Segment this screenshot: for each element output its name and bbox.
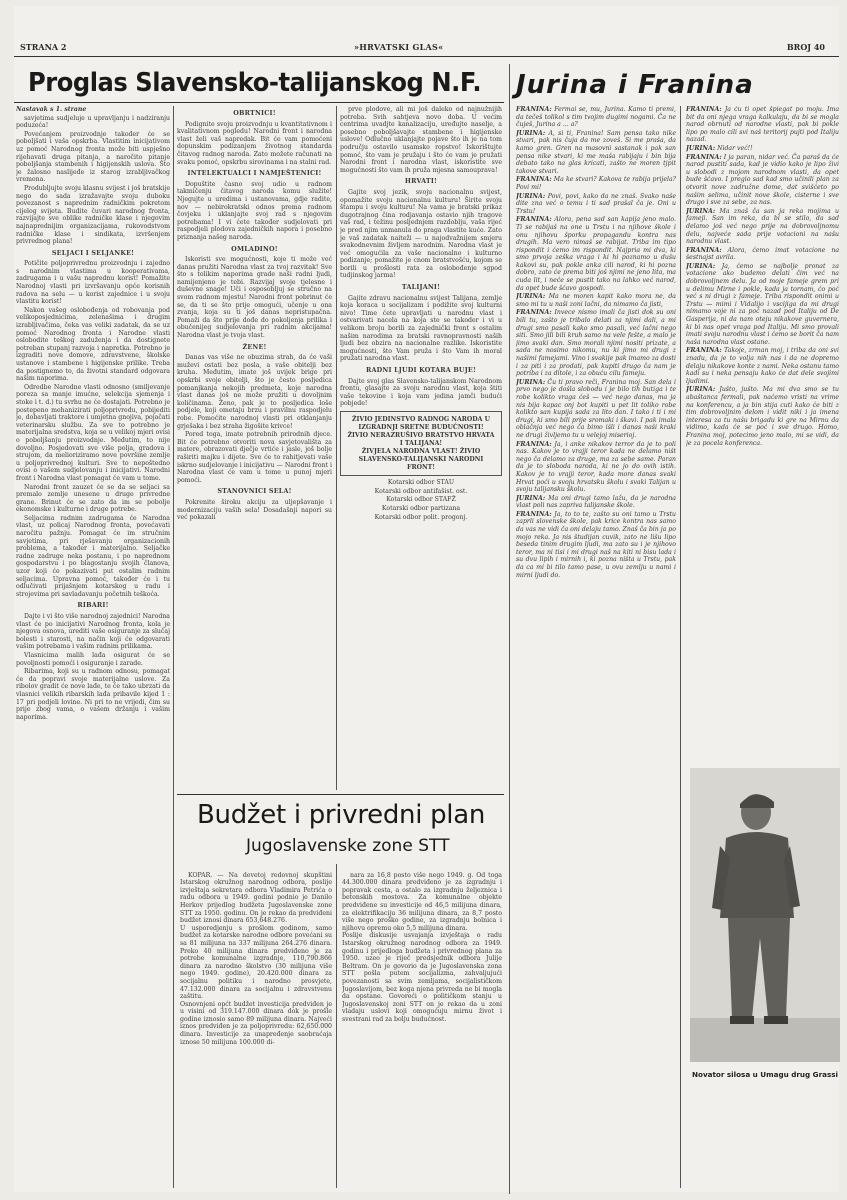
page-number: STRANA 2	[20, 42, 67, 52]
budget-subheadline: Jugoslavenske zone STT	[246, 836, 450, 856]
dialogue-text: Jušto, jušto. Ma mi dva smo se tu abaštanca fermali, pak naćemo vristi na vrime na konferencu, a ja bin stija cuti kako će biti z tim dobrovoljnim delom i vidit niki i ja imena interesa za tu našu brigadu ki gre na Mirnu da vidimo, kada će se poć i sve drugo. Homo, Franina moj, potecimo jeno malo, mi se vidi, da je za pocela konferenca.	[686, 386, 839, 447]
section-heading: RIBARI!	[77, 601, 109, 610]
dialogue-line	[516, 495, 676, 510]
man-portrait-icon	[690, 768, 840, 1062]
dialogue-text: Alora, ćemo imat votacione na šestnajst avrila.	[686, 246, 839, 262]
signer: Kotarski odbor antifašist. ost.	[374, 487, 468, 495]
paragraph: KOPAR. — Na devetoj redovnoj skupštini Istarskog okružnog narodnog odbora, poslije izvještaja sekretara odbora Vladimira Petrića o radu odbora u 1949. godini podnio je Danilo Herkov prijedlog budžeta Jugoslavenske zone STT za 1950. godinu. On je rekao da predviđeni budžet iznosi dinara 653,648.276. U usporedjenju s prošlom godinom, samo budžet za kotarske narodne odbore povećani su sa 81 milijuna na 337 milijuna 264.276 dinara. Preko 40 milijuna dinara predviđeno je za potrebe komunalne izgradnje, 110,790.866 dinara za narodno školstvo (30 milijuna više nego 1949. godine), 20.420.000 dinara za socijalnu politiku i narodno prosvjete, 47.132.000 dinara za socijalnu i zdravstvenu zaštitu. Osnovnjeni općt budžet investicija predviđen je u visini od 319.147.000 dinara dok je prošle godine iznosio samo 89 milijuna dinara. Najveći iznos predviđen je za poljoprivredu: 62,650.000 dinara. Investicije za unapređenje saobraćaja iznose 50 milijuna 100.000 di-	[180, 871, 332, 1046]
dialogue-text: Ja ću ti opet špiegat po moju. Ima bit da oni njega vraga kalkulaju, da bi se mogla narod obrnuti od narodne vlasti, pak bi pokle lipo po malo cili svi naš teritorij pujti pod Italiju nazad.	[686, 106, 839, 144]
paragraph: Pokrenite široku akciju za uljepšavanje i modernizaciju vaših sela! Dosadašnji napori su već pokazali	[177, 498, 332, 522]
dialogue-column-1	[516, 106, 676, 1188]
section-heading: OBRTNICI!	[233, 109, 276, 117]
column-divider	[173, 106, 174, 1188]
speaker-name: JURINA:	[516, 293, 546, 301]
section-heading: TALIJANI!	[401, 283, 441, 292]
paragraph: Dajte svoj glas Slavensko-talijanskom Narodnom frontu, glasajte za svoju narodnu vlast, koja štiti vaše tekovine i koja vam jedina jamči budući pobjede!	[340, 377, 502, 408]
issue-number: BROJ 40	[786, 42, 825, 52]
slogan: ŽIVJELA NARODNA VLAST! ŽIVIO SLAVENSKO-TALIJANSKI NARODNI FRONT!	[358, 448, 484, 471]
dialogue-text: Fermai se, mu, Jurina. Kamo ti premi, da tečeš tolikol s tim tvojim dugimi nogami. Ča ne čuješ, Jurina a ... a?	[516, 106, 676, 129]
paragraph: Vlasnicima malih lađa osigurat će se povoljnosti pomoći i osiguranje i zarade.	[16, 651, 170, 667]
section-heading: OMLADINO!	[231, 244, 278, 253]
dialogue-line	[516, 193, 676, 216]
paragraph: Dopuštite časno svoj udio u radnom takmičenju čitavog naroda komu služite! Njegujte u uredima i ustanovama, gdje radite, nov — nebirokratski odnos prema radnom čovjeku i uklanjajte svoj rad s njegovim potrebama! I vi ćete također sudjelovati pri raspodjeli plodova zajedničkih napora i posebno priznanja našeg naroda.	[177, 180, 332, 241]
dialogue-text: Invece nismo imali ča jisti dok su oni bili tu, zašto je tribalo delati za njimi dali, a mi drugi smo pasali kako smo pasali, već lačni nego siti. Smo jili bili kruh samo na vele fešte, a malo je jimo svaki dan. Smo morali njimi nositi prizate, a sada ne nosimo nikomu, nu ki jimo mi drugi z našimi famejami. Vino i svakije pak imamo za dosti i za piti i za prodati, pak kupiti drugo ča nam je potriba i za ditole, i za obuću cilu fameju.	[516, 309, 676, 378]
dialogue-line	[516, 216, 676, 292]
speaker-name: FRANINA:	[686, 106, 722, 113]
dialogue-text: A, si ti, Franina! Sam pensa tako nike stvari, pak nis čuja da me zoveš. Si me praša, da kamo gren. Gren na masovni sastanak i pak san pensa nike stvari, ki me maša rabijaju i bin bija debato tako na glas kricati, zašto ne moren tjpit takove stvari.	[516, 129, 676, 175]
header-rule	[14, 56, 839, 57]
dialogue-line	[686, 208, 839, 246]
section-heading: INTELEKTUALCI I NAMJEŠTENICI!	[187, 169, 322, 178]
slogans-box	[340, 411, 502, 476]
dialogue-text: Alora, pena sad san kapija jeno malo. Ti se rabijaš na one u Trstu i na njihove škole i onu njihovu šporku propagandu kontra nas drugih. Ma vero nimaš se rabijat. Triba im tipo rispondit i ćemo im rispondit. Najpria mi dva, ki smo prvoja zeška vraga i ki hi poznamo u dušu kakovi su, pak pokle anka cili narod, ki hi pozna dobro, zato će prema biti još njimi ne jeno lita, ma cuda lit, i neće se pustit tako na lahko već narod, da opet bude šćavo gospodi.	[516, 216, 676, 292]
column-divider	[680, 106, 681, 1188]
signer: Kotarski odbor polit. progonj.	[374, 513, 468, 521]
column-divider-main	[509, 64, 510, 1194]
speaker-name: JURINA:	[686, 207, 716, 215]
speaker-name: JURINA:	[686, 144, 716, 152]
column-divider	[336, 864, 337, 1188]
speaker-name: FRANINA:	[516, 510, 552, 518]
dialogue-line	[686, 145, 839, 153]
dialogue-text: Takoje, zrman moj, i triba da oni svi znadu, da je to volja nih nas i da ne dopremo delaju nikakove konte z nami. Neka ostanu tamo kadi su i neka pensaju kako će dat dele svojimi ljudimi.	[686, 347, 839, 385]
dialogue-line	[516, 441, 676, 494]
masthead: »HRVATSKI GLAS«	[354, 42, 444, 52]
dialogue-text: I ja paran, nidar već. Ča paraš da će narod pustiti sada, kad je vidio kako je lipo živi u slobodi z mojom narodnom vlasti, da opet bude šćavo. I pregio sad kad smo učinili plan za otvorit nove zadružne dome, dat svišćeto po našim selima, učinit nove škole, cisterne i sve drugo i sve za sebe, za nas.	[686, 153, 839, 207]
paragraph: prve plodove, ali mi još daleko od najnužnijih potreba. Svih sahtjeva novo doba. U većim centrima uvadjte kanalizaciju, uređujte naselje, a posebno poboljšavajte stambene i higijenske uslove! Odlučno uklanjajte pojave što ih je na tom području ostavilo usamsko ropstvo! Iskorištujte pomoć, što vam je pružaju i što će vam je pružati Narodni front i narodna vlast, iskoristite sve mogućnosti što vam ih pruža mjesna samouprava!	[340, 106, 502, 174]
speaker-name: JURINA:	[686, 262, 716, 270]
dialogue-line	[516, 379, 676, 440]
budget-column-1	[180, 864, 332, 1188]
budget-column-2	[342, 864, 502, 1188]
paragraph: Pored toga, imate potrebnih prirodnih djece. Bit će potrebno otvoriti nova savjetovališta za matere, obrazovati dječje vrtiće i jasle, još bolje raširiti majku i dijete. Sve će to rahitjevati vaše iskrno sudjelovanje i inicijativu — Narodni front i Narodna vlast će vam u tome u punoj mjeri pomoći.	[177, 431, 332, 484]
proclamation-column-2	[177, 106, 332, 790]
paragraph: Dajte i vi što više narodnoj zajednici! Narodna vlast će po inicijativi Narodnog fronta, kola je njegova osnova, urediti vaše osiguranje za slučaj bolesti i starosti, na način koji će odgovarati vašim potrebama i vašim radnim prilikama.	[16, 613, 170, 651]
signer: Kotarski odbor STAU	[387, 479, 455, 487]
section-heading: HRVATI!	[404, 177, 438, 186]
dialogue-line	[516, 309, 676, 377]
paragraph: Iskoristi sve mogućnosti, koje ti može već danas pružiti Narodna vlast za tvoj razvitak! Sve što s tolikim naporima grade naši radni ljudi, namijenjeno je tebi. Razvijaj svoje tjelesne i duševne snage! Uči i osposobljuj se stručno na svom radnom mjestu! Narodni front pobrinut će se, da ti se što prije omogući, učenje u ona zvanja, koja su ti još danas nepristupačna. Pomaži da što prije dođe do pokoljenja prilika i obučenijeg sudjelovanja pri radnim akcijama! Narodna vlast je tvoja vlast.	[177, 256, 332, 340]
photo-caption: Novator silosa u Umagu drug Grassi	[691, 1070, 838, 1079]
proclamation-column-1	[16, 106, 170, 1188]
paragraph: Gajite zdravu nacionalnu svijest Talijana, zemlje koja koraca u socijalizam i podižite svoj kulturni nivo! Time ćete upravljati u narodnu vlast i ostvarivati nacela na koja ste se takoder i vi u velikom broju borili za zajednički front s ostalim našim narodima za bratski ravnopravnosti naših ljudi bez obzira na nacionalne razlike. Iskoristite mogućnosti, što Vam pruža i što Vam ih moral pružati narodna vlast.	[340, 294, 502, 363]
paragraph: Odredbe Narodne vlasti odnosno (smiljevanje poreza sa manje imućne, selekcija sjemenja i stoke i t. d.) tu svrhu ne će dostajati. Potrebno je postepeno mehanizirati poljoprivredu, pobijediti je, dobavljati traktore i umjetna gnojiva, pojačati veterinarsku službu. Za sve to potrebno je materijalna sredstva, koja se u velikoj mjeri ovisi o poboljšanju proizvodnje. Međutim, to nije dovoljno. Posjedovati sve više polja, gradova i strujom, da melioriziramo nove površine zemlje u poljoprivrednoj kulturi. Sve to nepoštedno ovisi o vašem sudjelovanju i inicijativi. Narodni front i Narodna vlast pomagat će vam u tome.	[16, 383, 170, 482]
dialogue-headline: Jurina i Franina	[516, 70, 754, 100]
dialogue-line	[516, 293, 676, 308]
signer: Kotarski odbor STAFŽ	[386, 496, 456, 504]
dialogue-text: Ma oni drugi tamo lažu, da je narodna vlast poli nas zapriva talijanske škole.	[516, 494, 676, 510]
slogan: ŽIVIO NERAZRUŠIVO BRATSTVO HRVATA I TALIJANA!	[347, 432, 495, 447]
dialogue-line	[516, 130, 676, 176]
paragraph: Seljacima radnim zadrugama će Narodna vlast, uz policaj Narodnog fronta, povećavati naročitu pažnju. Pomagat će im stručnim savjetima, pri rješavanju organizacionih problema, a također i materijalno. Seljačke radne zadruge neka postanu, i po naprednom gospodarstvu i po blagostanju svojih članova, uzor koji će pokazivati put ostalim radnim seljacima. Upravna pomoć, također će i tu odlučivati prijašnjem kotarskog u radu i strojevima pri savladavanju početnih teškoća.	[16, 514, 170, 598]
signer: Kotarski odbor partizana	[381, 504, 461, 512]
dialogue-line	[686, 106, 839, 144]
paragraph: Povećanjem proizvodnje također će se poboljšati i vaša opskrba. Vlastitim inicijativom uz pomoć Narodnog fronta može biti uspješno rijehavati druga pitanja, a naročito pitanje poboljšanja stambenih i higijenskih uslova. Što je žalosno naslijeđe iz starog izrabljivačkog vremena.	[16, 130, 170, 184]
section-heading: RADNI LJUDI KOTARA BUJE!	[366, 366, 476, 374]
section-heading: SELJACI I SELJANKE!	[51, 248, 135, 257]
dialogue-line	[686, 347, 839, 385]
speaker-name: JURINA:	[516, 192, 546, 200]
dialogue-line	[516, 176, 676, 191]
paragraph: Narodni front zauzet će se da se seljaci sa premalo zemlje unesene u druge privredne grane. Brinut će se zato da im se pobolje ekonomske i kulturne i druge potrebe.	[16, 483, 170, 514]
dialogue-text: Ja, i anke nikakov terror da je to poli nas. Kakov je to vrajji teror kada ne delamo ništ nego ča delamo za druge, ma za sebe same. Paran da je to sloboda naroda, ki ne jo do ovih istih. Kakov je to vrajji teror, kada more danas svaki Hrvat poći u svoju hrvatsku školu i svaki Talijan u svoju talijansku školu.	[516, 440, 676, 494]
dialogue-line	[516, 511, 676, 579]
dialogue-line	[686, 154, 839, 207]
speaker-name: FRANINA:	[686, 246, 722, 254]
speaker-name: JURINA:	[516, 378, 546, 386]
section-heading: STANOVNICI SELA!	[217, 487, 292, 496]
paragraph: Danas vas više ne obuzima strah, da će vaši muževi ostati bez posla, a vaše obitelji bez kruha. Međutim, imate još uvijek brige pri opskrbi svoje obitelji, što je često posljedica pomanjkanja nekojih predmeta, koje narodna vlast danas još ne može pružiti u dovoljnim količinama. Ženo, pak je to posljedica loše podjele, koji ometaju brzu i pravilnu raspodjelu robe. Pomoćite narodnoj vlasti pri otklanjanju grješaka i bez straha žigošite krivce!	[177, 354, 332, 430]
speaker-name: JURINA:	[686, 386, 716, 394]
speaker-name: FRANINA:	[686, 347, 722, 355]
dialogue-column-2	[686, 106, 839, 761]
dialogue-text: Ja, ćemo se najbolje pronat za votacione ako budemo delati čim već na dobrovoljnem delu. Ja od moje fameje grem pri u delimu Mirne i pokle, kada ja tornam, ćo poć već s ni drugi z fameje. Triba rispondit onimi u Trstu — mimi i Vidalijo i vscijiga da mi drugi nimamo voje ni za poć nazad pod Italiju od De Gasperija, ni da nam oteju nikakove guvernera, ki bi nas opet vraga pod Italiju. Mi smo provali imati svoju narodnu vlast i ćemo se borit ča nam naša narodna vlast ostane.	[686, 262, 839, 346]
speaker-name: FRANINA:	[516, 440, 552, 448]
speaker-name: FRANINA:	[516, 309, 552, 317]
proclamation-column-3	[340, 106, 502, 790]
dialogue-line	[686, 247, 839, 262]
dialogue-text: Ma znaš ča san ja reka mojima u fameji. San im reka, da bi se stilo, da sad delamo još već nego prije na dobrovoljnomu delu, najveće sada prije votacioni na našu narodnu vlast.	[686, 207, 839, 246]
budget-headline: Budžet i privredni plan	[197, 800, 486, 830]
paragraph: Potičite poljoprivrednu proizvodnju i zajedno s narodnim vlastima u kooperativama, zadrugama i u vašu naprednu korist! Pomažite Narodnoj vlasti pri izvršavanju opće korisnih radova na selu — u korist zajednice i u svoju vlastitu korist!	[16, 260, 170, 306]
dialogue-line	[686, 386, 839, 447]
portrait-photo	[690, 768, 840, 1062]
paragraph: Gajite svoj jezik, svoju nacionalnu svijest, opomažite svoju nacionalnu kulturu! Širite svoju štampu i svoju kulturu! Na vama je bratski prikaz dugotrajnog čina rodjavanja ostavio njih tragove vaš rad, i težinu posljednjem razdoblju, vaša rijeć je pred njim unmanula do praga vlastite kuće. Zato je vaš zadatak naiteži — u najodvažnijem smjeru svakodnevnim življem narodnim. Narodna vlast je već omogućila za vaše nacionalno i kulturno podizanje; pomažite je cnom bratstvošću, kojom se borili u prošlosti rata za oslobođenje sgpod tudjinskog jarma!	[340, 188, 502, 280]
newspaper-page	[14, 6, 839, 1192]
speaker-name: FRANINA:	[516, 176, 552, 184]
speaker-name: FRANINA:	[516, 106, 552, 113]
paragraph: savjetima sudjeluje u upravljanju i nadziranju poduzeća!	[16, 114, 170, 130]
dialogue-line	[516, 106, 676, 129]
article-headline: Proglas Slavensko-talijanskog N.F.	[28, 68, 482, 98]
speaker-name: JURINA:	[516, 494, 546, 502]
headline-rule	[14, 102, 504, 103]
speaker-name: FRANINA:	[516, 216, 552, 224]
paragraph: Nakon vašeg oslobođenja od robovanja pod velikoposjednicima, zelenašima i drugim izrabljivačima, čeka vas veliki zadatak, da se uz pomoć Narodnog fronta i Narodne vlasti oslobodite teškog zaduženja i da dostignete potreban stupanj razvoja i napretka. Potrebno je izgraditi nove domove, zdravstvene, školske ustanove i stambene i higijenske prilike. Treba da postignemo to, da životni standard odgovara našim naporima.	[16, 306, 170, 383]
speaker-name: JURINA:	[516, 129, 546, 137]
dialogue-text: Nidar već!!	[717, 144, 753, 152]
dialogue-line	[686, 263, 839, 347]
dialogue-text: Ma ke stvari? Kakova te rabija prijela? Povi mi!	[516, 176, 676, 191]
dialogue-text: Ja, to to te, zašto su oni tamo u Trstu zaprli slovenske škole, pak krice kontra nas samo da vas ne vidi ča oni delaju tamo. Znaš ča bin ja po mojo reka. Ja nis študijan cuvik, zato ne lišu lipo beseda tinim drugim ljudi, ma zato su i je njihovo teror, ma ni tisi i mi drugi naš na kiti ni bisu lada i su dvu lipih i mirnih i, ki pozna ništa u Trstu, pak da ca mi bi tilo tamo pase, u ovu zemlju u nami i mirni ljudi do.	[516, 510, 676, 579]
dialogue-text: Ma ne moren kapit kako mora ne, da smo mi tu u naši zoni lačni, da nimamo ča jisti,	[516, 293, 676, 308]
paragraph: nara za 16,8 posto više nego 1949. g. Od toga 44.300.000 dinara predviđeno je za izgradnju i popravak cesta, a ostalo za izgradnju željeznica i betonskih mostova. Za komunalne objekte predviđene su investicije od 46,5 milijuna dinara, za elektrifikaciju 36 milijuna dinara, za 8,7 posto više nego proško godine, za izgradnju bolnica i njihovu opremu oko 5,5 milijuna dinara. Poslije diskusije usvajanja izvještaja o radu Istarskog okružnog narodnog odbora za 1949. godinu i prijedloga budžeta i privrednog plana za 1950. uzeo je riječ predsjednik odbora Julije Beltram. On je govorio da je Jugoslavenska zona STT pošla putem socijalizma, zahvaljujući povezanosti sa svim zemljama, socijalističkom Jugoslavijom, bez koga njena privreda ne bi mogla da opstane. Govoreći o političkom stanju u Jugoslavenskoj zoni STT on je rekao da u zoni vladaju uslovi koji omogućuju mirnu život i svestrani rad za bolju budućnost.	[342, 871, 502, 1023]
slogan: ŽIVIO JEDINSTVO RADNOG NARODA U IZGRADNJI SRETNE BUDUĆNOSTI!	[351, 415, 491, 431]
column-divider	[336, 106, 337, 790]
dialogue-text: Ču ti pravo reči, Franina moj. San dela i prvo nego je došla slobodu i je bilo tih butiga i te robe kolikto vraga ćeš — već nego danas, ma ja nis bija kapac onj bot kupiti u pet lit toliko robe kolikto san kupija sada za lito dan. I tako i ti i mi drugi, ki smo bili prije sromaki i škavi. I pak imala oblačnja već nego ča bimo išli i danas naši kraki ne drugi življemo tu u velejoj miserioj.	[516, 378, 676, 439]
speaker-name: FRANINA:	[686, 153, 722, 161]
continued-note: Nastavak s 1. strane	[16, 106, 87, 113]
paragraph: Podignite svoju proizvodnju u kvantitativnom i kvalitativnom pogledu! Narodni front i narodna vlast želi vaš napredak. Bit će vam pomoćeni dopunskim podizanjem životnog standarda čitavog radnog naroda. Zato možete računati na svaku pomoć, opskrbu sirovinama i na stalni rad.	[177, 120, 332, 166]
dialogue-text: Povi, povi, kako da ne znaš. Svako naše dite zna već o temu i ti sad prašal ča je. Oni u Trstu!	[516, 192, 676, 215]
section-heading: ŽENE!	[242, 342, 267, 351]
article-separator	[177, 794, 504, 795]
paragraph: Produbljujte svoju klasnu svijest i još bratskije nego do sada izražavajte svoju duboku povezanost s naprednim radničkim pokretom cijelog svijeta. Budite čuvari narodnog fronta, razvijajte sve oblike radničke klase i njegovim najnaprednijim organizacijama, rukovodstvom radničke klase i sindikata, izvršenjem privrednog plana!	[16, 184, 170, 246]
paragraph: Ribarima, koji su u radnom odnosu, pomagat će da popravi svoje materijalne uslove. Za ribolov gradit će nove lađe, te će tako ubrzati da vlasnici velikih ribarskih lađa pribavile kijed 1 : 17 pri podjeli lovine. Ni pri to ne vrijedi, čim su prije zbog vama, o vašem držanju i vašim naporima.	[16, 668, 170, 721]
